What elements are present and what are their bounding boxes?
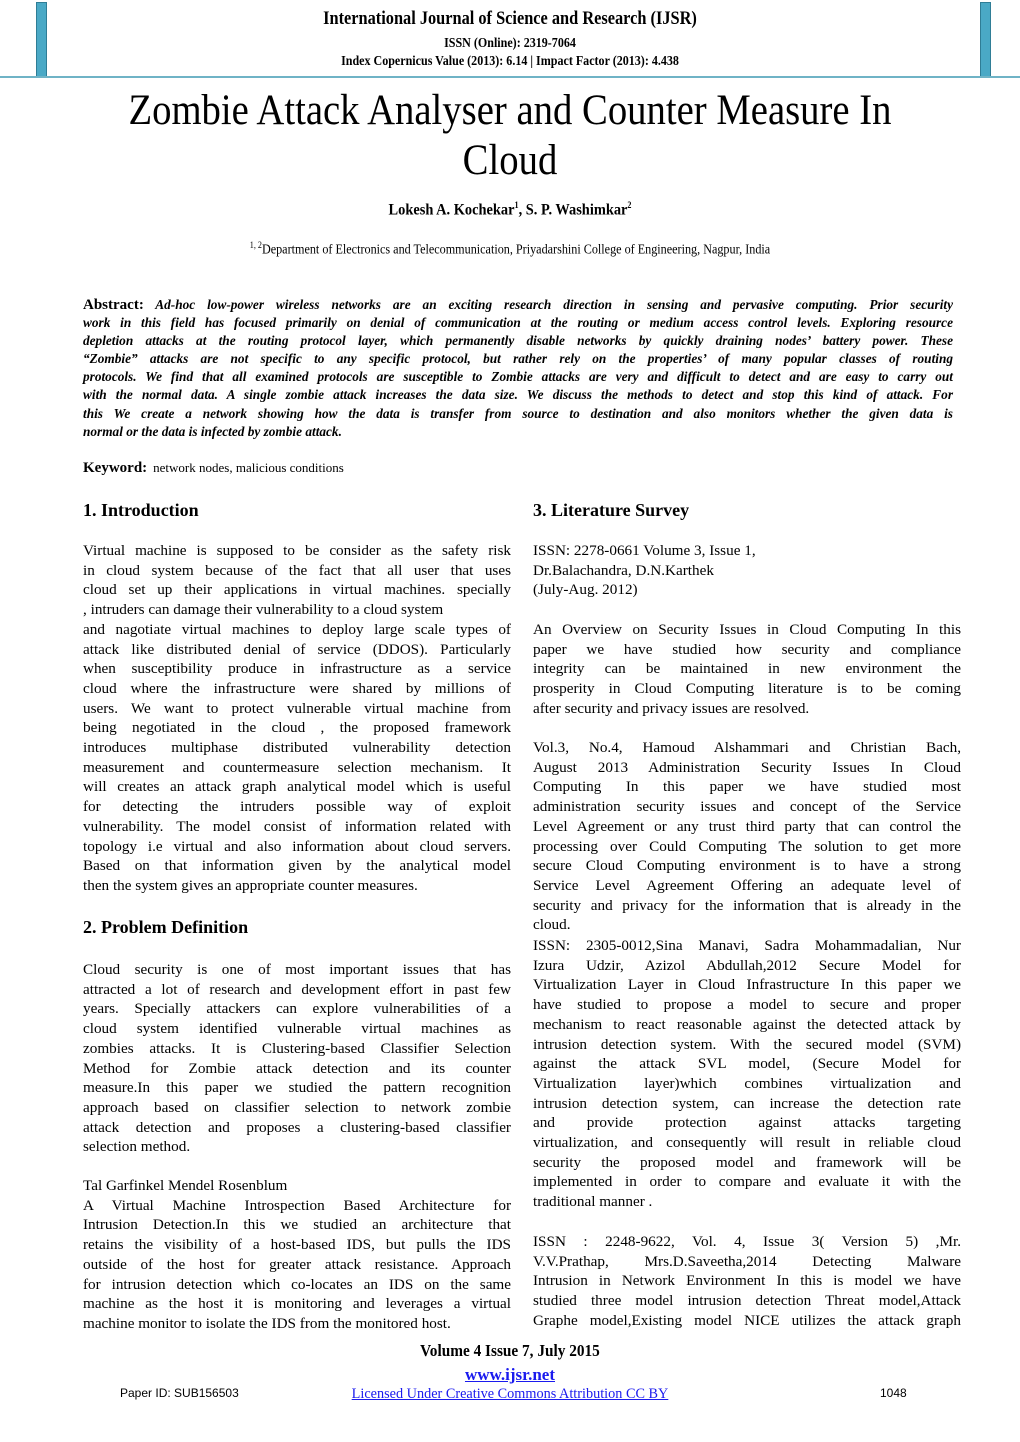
text-line: approach based on classifier selection to network zombie [83, 1098, 511, 1116]
journal-index: Index Copernicus Value (2013): 6.14 | Impact Factor (2013): 4.438 [341, 54, 679, 69]
abstract-line: with the normal data. A single zombie attack increases the data size. We discuss the methods to detect and stop this kind of attack. For [83, 387, 953, 403]
affiliation [51, 240, 969, 258]
text-line: retains the visibility of a host-based IDS, but pulls the IDS [83, 1236, 511, 1254]
text-line: Cloud security is one of most important issues that has [83, 961, 511, 978]
abstract-line: protocols. We find that all examined protocols are susceptible to Zombie attacks are very and difficult to detect and are easy to carry out [83, 369, 953, 385]
footer-website-link[interactable]: www.ijsr.net [464, 1365, 556, 1384]
header-right-bar [980, 2, 991, 78]
abstract-line: work in this field has focused primarily on denial of communication at the routing or medium access control levels. Exploring resource [83, 315, 953, 331]
text-line: Intrusion Detection.In this we studied an architecture that [83, 1216, 511, 1234]
problem-reference [83, 1176, 511, 1334]
text-line: attack detection and proposes a clustering-based classifier [83, 1118, 511, 1136]
text-line: for intrusion detection which co-locates an IDS on the same [83, 1275, 511, 1293]
literature-ref-1-body [533, 620, 961, 719]
text-line: and nagotiate virtual machines to deploy large scale types of [83, 620, 511, 638]
text-line: V.V.Prathap, Mrs.D.Saveetha,2014 Detecting Malware [533, 1252, 961, 1270]
literature-ref-3 [533, 936, 961, 1212]
section-heading-literature-survey: 3. Literature Survey [533, 500, 690, 520]
paper-title [105, 86, 915, 186]
abstract-line: “Zombie” attacks are not specific to any specific protocol, but rather rely on the properties’ of many popular classes of routing [83, 351, 953, 367]
text-line: introduces multiphase distributed vulnerability detection [83, 739, 511, 757]
abstract [83, 296, 953, 441]
footer-license-link[interactable]: Licensed Under Creative Commons Attribution CC BY [351, 1386, 669, 1402]
footer-paper-id: Paper ID: SUB156503 [120, 1386, 239, 1400]
text-line: secure Cloud Computing environment is to have a strong [533, 857, 961, 875]
text-line: Virtualization Layer in Cloud Infrastructure In this paper we [533, 976, 961, 994]
text-line: after security and privacy issues are resolved. [533, 699, 810, 717]
text-line: when susceptibility produce in infrastructure as a service [83, 660, 511, 678]
text-line: mechanism to react reasonable against the detected attack by [533, 1015, 961, 1033]
keyword-text: network nodes, malicious conditions [153, 460, 344, 475]
text-line: attracted a lot of research and development effort in past few [83, 980, 511, 998]
text-line: Tal Garfinkel Mendel Rosenblum [83, 1177, 288, 1194]
text-line: A Virtual Machine Introspection Based Architecture for [83, 1196, 511, 1214]
text-line: have studied to propose a model to secure and proper [533, 996, 961, 1014]
text-line: Computing In this paper we have studied most [533, 778, 961, 796]
text-line: studied three model intrusion detection Threat model,Attack [533, 1292, 961, 1310]
text-line: implemented in order to compare and evaluate it with the [533, 1173, 961, 1191]
problem-body [83, 960, 511, 1157]
text-line: topology i.e virtual and also information about cloud servers. [83, 837, 511, 855]
header-left-bar [36, 2, 47, 78]
text-line: security the proposed model and framework will be [533, 1153, 961, 1171]
text-line: administration security issues and concept of the Service [533, 798, 961, 816]
keywords [83, 460, 344, 477]
text-line: Virtualization layer)which combines virtualization and [533, 1074, 961, 1092]
text-line: being negotiated in the cloud , the proposed framework [83, 719, 511, 737]
text-line: An Overview on Security Issues in Cloud Computing In this [533, 621, 961, 638]
paper-title-line-1: Zombie Attack Analyser and Counter Measure In [128, 87, 892, 134]
author-separator: , [518, 201, 526, 219]
header-rule [0, 76, 1020, 78]
affiliation-text: Department of Electronics and Telecommunication, Priyadarshini College of Engineering, Nagpur, India [261, 241, 771, 257]
text-line: prosperity in Cloud Computing literature is to be coming [533, 680, 961, 698]
text-line: then the system gives an appropriate counter measures. [83, 876, 418, 894]
text-line: will creates an attack graph analytical model which is useful [83, 778, 511, 796]
text-line: intrusion detection system. With the secured model (SVM) [533, 1035, 961, 1053]
text-line: machine as the host it is monitoring and leverages a virtual [83, 1295, 511, 1313]
text-line: Intrusion in Network Environment In this is model we have [533, 1272, 961, 1290]
text-line: Level Agreement or any trust third party that can control the [533, 817, 961, 835]
literature-ref-4 [533, 1232, 961, 1331]
text-line: in cloud system because of the fact that all user that uses [83, 561, 511, 579]
text-line: vulnerability. The model consist of information related with [83, 817, 511, 835]
text-line: Dr.Balachandra, D.N.Karthek [533, 561, 714, 579]
text-line: paper we have studied how security and compliance [533, 640, 961, 658]
section-heading-introduction: 1. Introduction [83, 500, 199, 520]
text-line: against the attack SVL model, (Secure Model for [533, 1055, 961, 1073]
text-line: , intruders can damage their vulnerability to a cloud system [83, 601, 444, 619]
text-line: outside of the host for greater attack resistance. Approach [83, 1255, 511, 1273]
footer-page-number: 1048 [880, 1386, 907, 1400]
abstract-line: Abstract: Ad-hoc low-power wireless networks are an exciting research direction in sensing and pervasive computing. Prior security [83, 297, 953, 313]
author-2: S. P. Washimkar [525, 201, 628, 219]
text-line: selection method. [83, 1138, 191, 1156]
text-line: measurement and countermeasure selection mechanism. It [83, 758, 511, 776]
literature-ref-1-header [533, 541, 961, 600]
text-line: traditional manner . [533, 1193, 653, 1211]
text-line: integrity can be maintained in new environment the [533, 660, 961, 678]
text-line: ISSN: 2278-0661 Volume 3, Issue 1, [533, 542, 756, 559]
abstract-label: Abstract: [83, 297, 144, 313]
journal-name: International Journal of Science and Research (IJSR) [323, 8, 697, 29]
text-line: for detecting the intruders possible way of exploit [83, 798, 511, 816]
text-line: cloud system identified vulnerable virtual machines as [83, 1020, 511, 1038]
abstract-line: this We create a network showing how the data is transfer from source to destination and also monitors whether the given data is [83, 405, 953, 421]
text-line: August 2013 Administration Security Issues In Cloud [533, 758, 961, 776]
abstract-line: depletion attacks at the routing protocol layer, which permanently disable networks by quickly draining nodes’ battery power. These [83, 333, 953, 349]
text-line: (July-Aug. 2012) [533, 581, 638, 599]
text-line: security and privacy for the information that is already in the [533, 896, 961, 914]
text-line: processing over Could Computing The solution to get more [533, 837, 961, 855]
text-line: attack like distributed denial of service (DDOS). Particularly [83, 640, 511, 658]
text-line: Service Level Agreement Offering an adequate level of [533, 876, 961, 894]
text-line: ISSN : 2248-9622, Vol. 4, Issue 3( Version 5) ,Mr. [533, 1233, 961, 1250]
text-line: Izura Udzir, Azizol Abdullah,2012 Secure Model for [533, 956, 961, 974]
text-line: Method for Zombie attack detection and its counter [83, 1059, 511, 1077]
journal-issn: ISSN (Online): 2319-7064 [444, 36, 576, 51]
paper-title-line-2: Cloud [462, 137, 558, 184]
text-line: ISSN: 2305-0012,Sina Manavi, Sadra Mohammadalian, Nur [533, 937, 961, 954]
text-line: cloud where the infrastructure were shared by millions of [83, 679, 511, 697]
text-line: measure.In this paper we studied the pattern recognition [83, 1079, 511, 1097]
affiliation-sup: 1, 2 [249, 240, 262, 250]
author-2-sup: 2 [627, 200, 632, 210]
text-line: users. We want to protect vulnerable virtual machine from [83, 699, 511, 717]
text-line: Graphe model,Existing model NICE utilizes the attack graph [533, 1311, 961, 1329]
text-line: Vol.3, No.4, Hamoud Alshammari and Christian Bach, [533, 739, 961, 756]
author-1: Lokesh A. Kochekar [388, 201, 515, 219]
text-line: Virtual machine is supposed to be consider as the safety risk [83, 542, 511, 559]
text-line: cloud set up their applications in virtual machines. specially [83, 581, 511, 599]
section-heading-problem-definition: 2. Problem Definition [83, 917, 249, 937]
text-line: cloud. [533, 916, 571, 934]
abstract-line: normal or the data is infected by zombie attack. [83, 423, 342, 439]
text-line: machine monitor to isolate the IDS from the monitored host. [83, 1314, 451, 1332]
text-line: zombies attacks. It is Clustering-based Classifier Selection [83, 1039, 511, 1057]
authors [51, 200, 969, 219]
introduction-body [83, 541, 511, 896]
text-line: intrusion detection system, can increase the detection rate [533, 1094, 961, 1112]
text-line: virtualization, and consequently will result in reliable cloud [533, 1134, 961, 1152]
text-line: and provide protection against attacks targeting [533, 1114, 961, 1132]
text-line: years. Specially attackers can explore vulnerabilities of a [83, 1000, 511, 1018]
literature-ref-2 [533, 738, 961, 935]
text-line: Based on that information given by the analytical model [83, 857, 511, 875]
keyword-label: Keyword: [83, 460, 148, 476]
footer-volume: Volume 4 Issue 7, July 2015 [420, 1341, 600, 1360]
author-1-sup: 1 [514, 200, 519, 210]
